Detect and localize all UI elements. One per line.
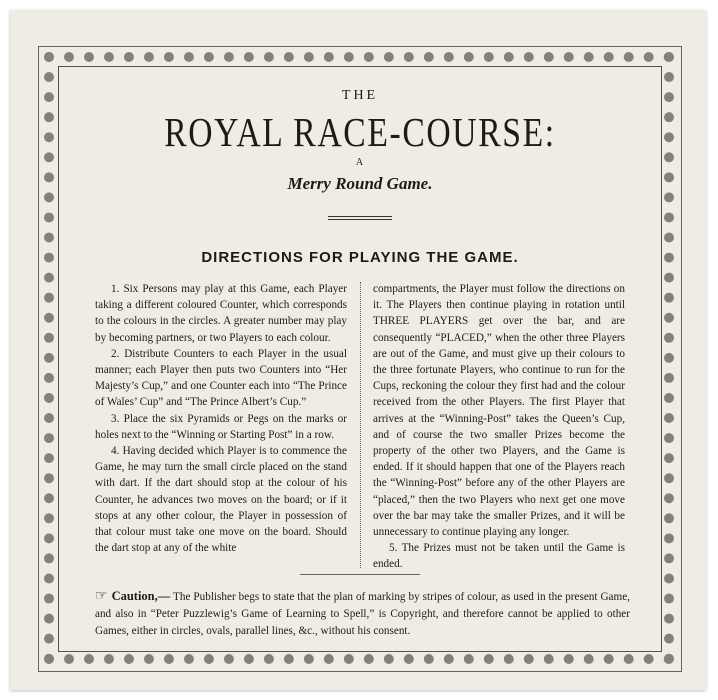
rule-5: 5. The Prizes must not be taken until the Game is ended.	[373, 542, 625, 571]
caution-text: The Publisher begs to state that the plan of marking by stripes of colour, as used in the present Game, and also in “Peter Puzzlewig’s Game of Learning to Spell,” is Copyright, and therefore cannot be applied to other Games, either in circles, ovals, parallel lines, &c., without his consent.	[95, 591, 630, 637]
caution-separator	[300, 574, 420, 575]
rule-4-continued: compartments, the Player must follow the directions on it. The Players then continue playing in rotation until THREE PLAYERS get over the bar, and are consequently “PLACED,” when the other three Players are out of the Game, and must give up their colours to the three fortunate Players, who continue to run for the Cups, reckoning the colour they first had and the colour received from the other Players. The first Player that arrives at the “Winning-Post” takes the Queen’s Cup, and of course the two smaller Prizes become the property of the other two Players, and the Game is ended. If it should happen that one of the Players reach the “Winning-Post” before any of the other Players are “placed,” then the two Players who next get one move over the bar may take the smaller Prizes, and it will be unnecessary to continue playing any longer.	[373, 283, 625, 539]
page-title: ROYAL RACE-COURSE:	[164, 109, 556, 155]
title-rule-2	[328, 219, 392, 220]
caution-notice	[95, 588, 630, 640]
title-rule	[328, 216, 392, 217]
directions-right-column	[373, 281, 625, 573]
pointing-hand-icon: ☞	[95, 589, 108, 604]
rule-3: 3. Place the six Pyramids or Pegs on the marks or holes next to the “Winning or Starting Post” in a row.	[95, 412, 347, 441]
caution-label: Caution,—	[111, 589, 171, 603]
pre-title: THE	[341, 88, 379, 103]
column-divider	[360, 282, 361, 568]
directions-left-column	[95, 281, 347, 556]
rule-1: 1. Six Persons may play at this Game, each Player taking a different coloured Counter, which corresponds to the colours in the circles. A greater number may play by becoming partners, or two Players to each colour.	[95, 283, 347, 344]
article-a: A	[355, 157, 365, 168]
subtitle: Merry Round Game.	[287, 174, 433, 193]
rule-4: 4. Having decided which Player is to commence the Game, he may turn the small circle placed on the stand with dart. If the dart should stop at the colour of his Counter, he advances two moves on the board; or if it stops at any other colour, the Player in possession of that colour must take one move on the board. Should the dart stop at any of the white	[95, 445, 347, 555]
page-content	[70, 76, 650, 636]
rule-2: 2. Distribute Counters to each Player in the usual manner; each Player then puts two Counters into “Her Majesty’s Cup,” and one Counter each into “The Prince of Wales’ Cup” and “The Prince Albert’s Cup.”	[95, 347, 347, 409]
directions-heading: DIRECTIONS FOR PLAYING THE GAME.	[201, 249, 519, 266]
